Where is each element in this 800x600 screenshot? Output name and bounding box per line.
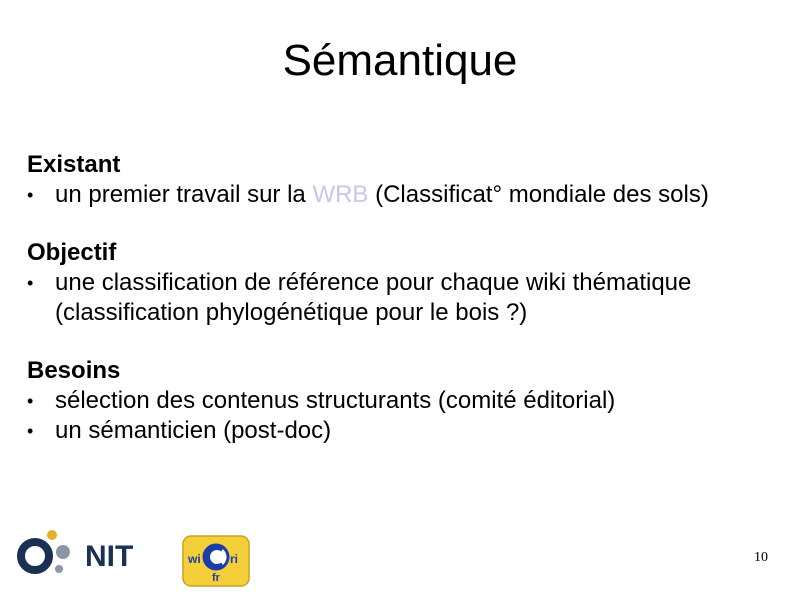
page-number: 10 [754, 550, 768, 565]
nit-logo [15, 528, 165, 580]
bullet-icon: • [27, 185, 34, 205]
bullet-text: sélection des contenus structurants (comité éditorial) [55, 387, 616, 414]
section-heading: Existant [27, 151, 121, 178]
section-heading: Besoins [27, 357, 121, 384]
bullet-item [27, 268, 787, 328]
wicri-text-left: wi [188, 552, 201, 566]
bullet-text: un premier travail sur la [55, 181, 313, 208]
slide-body [27, 150, 787, 474]
section-existant [27, 150, 787, 210]
section-heading: Objectif [27, 239, 117, 266]
wicri-text-right: ri [230, 552, 239, 566]
bullet-icon: • [27, 391, 34, 411]
bullet-item [27, 416, 787, 446]
wicri-logo [182, 535, 250, 587]
bullet-item [27, 386, 787, 416]
bullet-text: une classification de référence pour chaque wiki thématique (classification phylogénétique pour le bois ?) [55, 269, 692, 326]
slide-title: Sémantique [282, 36, 518, 85]
section-besoins [27, 356, 787, 446]
bullet-text: (Classificat° mondiale des sols) [368, 181, 709, 208]
section-objectif [27, 238, 787, 328]
wicri-text-bottom: fr [212, 572, 220, 584]
wrb-link[interactable]: WRB [312, 181, 369, 208]
bullet-item [27, 180, 787, 210]
nit-logo-text: NIT [85, 540, 134, 573]
bullet-icon: • [27, 273, 34, 293]
bullet-text: un sémanticien (post-doc) [55, 417, 332, 444]
bullet-icon: • [27, 421, 34, 441]
